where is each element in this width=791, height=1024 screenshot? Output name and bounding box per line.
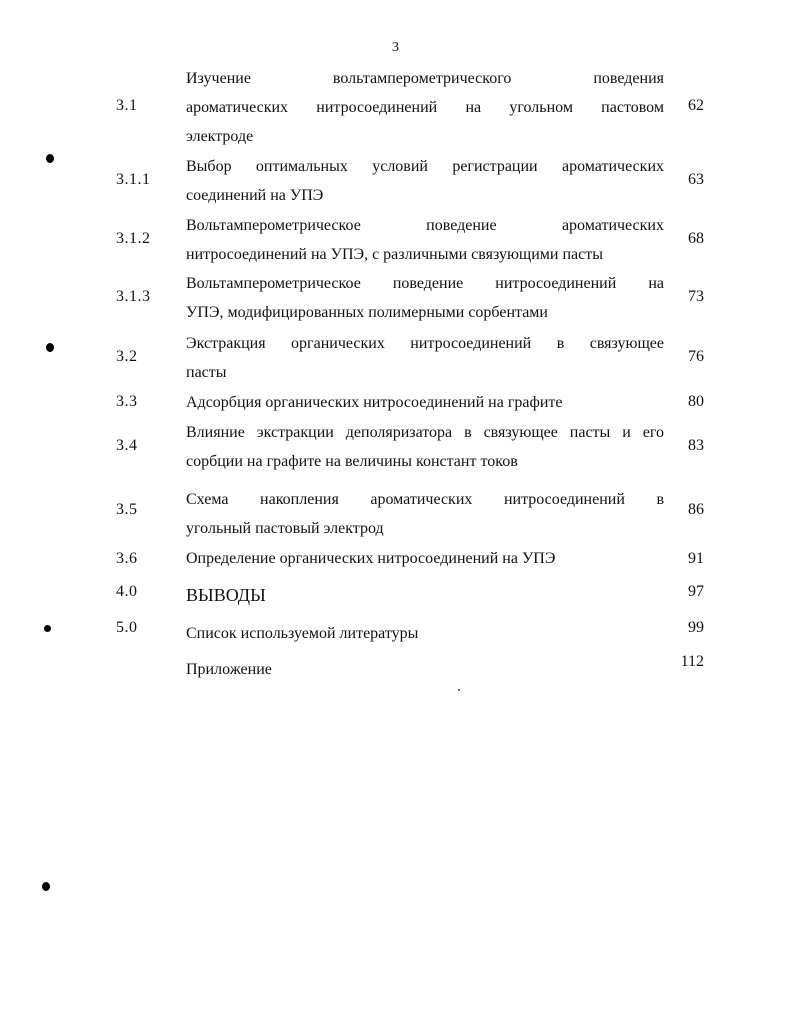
scan-mark (42, 882, 50, 891)
scan-mark (46, 154, 54, 163)
scan-mark (46, 343, 54, 352)
page-ref: 91 (688, 550, 704, 567)
section-title (186, 211, 664, 269)
page-ref: 76 (688, 348, 704, 365)
section-title: Приложение (186, 661, 272, 678)
section-number: 3.1.3 (116, 288, 151, 305)
page-ref: 62 (688, 97, 704, 114)
section-title (186, 64, 664, 151)
title-line: Влияние экстракции деполяризатора в связующее пасты и его (186, 424, 664, 441)
title-line: пасты (186, 364, 227, 381)
title-line: Схема накопления ароматических нитросоединений в (186, 491, 664, 508)
title-line: Экстракция органических нитросоединений в связующее (186, 335, 664, 352)
title-line: угольный пастовый электрод (186, 520, 384, 537)
section-title (186, 269, 664, 327)
section-number: 3.1 (116, 97, 138, 114)
title-line: Вольтамперометрическое поведение нитросоединений на (186, 275, 664, 292)
section-number: 3.6 (116, 550, 138, 567)
title-line: электроде (186, 128, 254, 145)
section-number: 3.2 (116, 348, 138, 365)
title-line: Изучение вольтамперометрического поведения (186, 70, 664, 87)
scan-mark (44, 625, 51, 632)
title-line: соединений на УПЭ (186, 187, 324, 204)
section-title: Адсорбция органических нитросоединений на графите (186, 394, 563, 411)
section-number: 5.0 (116, 619, 138, 636)
section-number: 4.0 (116, 583, 138, 600)
page-ref: 86 (688, 501, 704, 518)
title-line: Выбор оптимальных условий регистрации ароматических (186, 158, 664, 175)
section-number: 3.5 (116, 501, 138, 518)
scan-speck (458, 689, 460, 691)
page-ref: 68 (688, 230, 704, 247)
section-number: 3.3 (116, 393, 138, 410)
page-ref: 97 (688, 583, 704, 600)
title-line: нитросоединений на УПЭ, с различными связующими пасты (186, 246, 603, 263)
section-title: ВЫВОДЫ (186, 585, 266, 605)
section-number: 3.1.2 (116, 230, 151, 247)
page-ref: 73 (688, 288, 704, 305)
page-ref: 112 (680, 653, 704, 670)
page-ref: 99 (688, 619, 704, 636)
section-title (186, 152, 664, 210)
page-number: 3 (392, 40, 399, 55)
title-line: ароматических нитросоединений на угольном пастовом (186, 99, 664, 116)
section-title (186, 329, 664, 387)
section-title: Список используемой литературы (186, 625, 419, 642)
section-title: Определение органических нитросоединений на УПЭ (186, 550, 556, 567)
title-line: УПЭ, модифицированных полимерными сорбентами (186, 304, 548, 321)
page-ref: 83 (688, 437, 704, 454)
section-number: 3.4 (116, 437, 138, 454)
page-ref: 63 (688, 171, 704, 188)
title-line: сорбции на графите на величины констант токов (186, 453, 518, 470)
page-ref: 80 (688, 393, 704, 410)
section-title (186, 485, 664, 543)
section-title (186, 418, 664, 476)
title-line: Вольтамперометрическое поведение ароматических (186, 217, 664, 234)
section-number: 3.1.1 (116, 171, 151, 188)
